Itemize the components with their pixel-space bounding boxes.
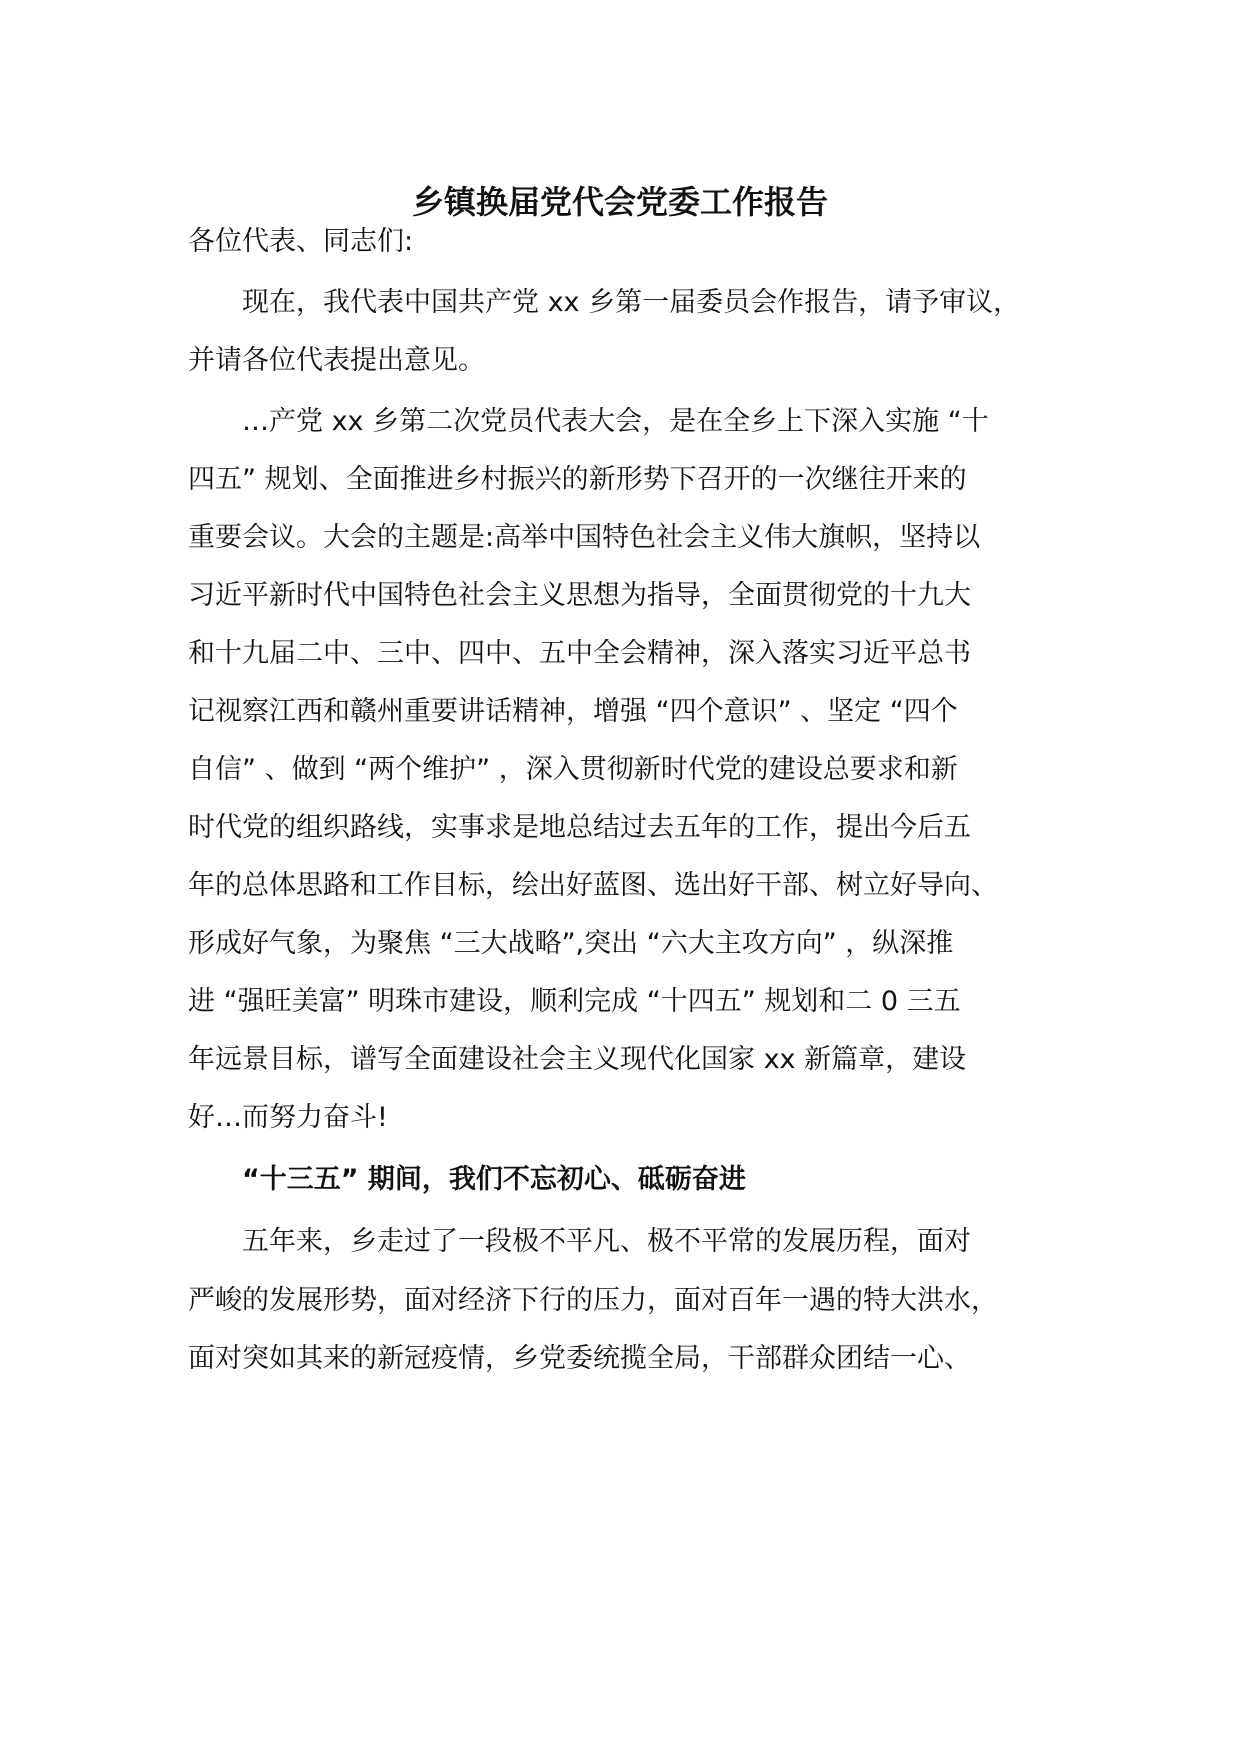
paragraph-line: 现在，我代表中国共产党 xx 乡第一届委员会作报告，请予审议， xyxy=(242,287,1021,318)
paragraph-line: 和十九届二中、三中、四中、五中全会精神，深入落实习近平总书 xyxy=(188,638,971,669)
paragraph-line: 重要会议。大会的主题是:高举中国特色社会主义伟大旗帜，坚持以 xyxy=(188,522,981,553)
paragraph-line: 四五” 规划、全面推进乡村振兴的新形势下召开的一次继往开来的 xyxy=(188,464,967,495)
document-title: 乡镇换届党代会党委工作报告 xyxy=(411,183,828,221)
paragraph-line: 并请各位代表提出意见。 xyxy=(188,345,485,376)
paragraph-line: 习近平新时代中国特色社会主义思想为指导，全面贯彻党的十九大 xyxy=(188,580,971,611)
paragraph-line: 记视察江西和赣州重要讲话精神，增强 “四个意识” 、坚定 “四个 xyxy=(188,696,958,727)
paragraph-line: 好…而努力奋斗! xyxy=(188,1102,388,1133)
salutation: 各位代表、同志们: xyxy=(188,226,414,257)
paragraph-line: 时代党的组织路线，实事求是地总结过去五年的工作，提出今后五 xyxy=(188,812,971,843)
paragraph-line: 严峻的发展形势，面对经济下行的压力，面对百年一遇的特大洪水， xyxy=(188,1285,998,1316)
paragraph-line: 五年来，乡走过了一段极不平凡、极不平常的发展历程，面对 xyxy=(242,1226,971,1257)
paragraph-line: 进 “强旺美富” 明珠市建设，顺利完成 “十四五” 规划和二 0 三五 xyxy=(188,986,961,1017)
paragraph-line: 形成好气象，为聚焦 “三大战略”,突出 “六大主攻方向” ，纵深推 xyxy=(188,928,954,959)
paragraph-line: 年远景目标，谱写全面建设社会主义现代化国家 xx 新篇章，建设 xyxy=(188,1044,967,1075)
paragraph-line: 面对突如其来的新冠疫情，乡党委统揽全局，干部群众团结一心、 xyxy=(188,1343,971,1374)
paragraph-line: 自信” 、做到 “两个维护” ，深入贯彻新时代党的建设总要求和新 xyxy=(188,754,958,785)
paragraph-line: 年的总体思路和工作目标，绘出好蓝图、选出好干部、树立好导向、 xyxy=(188,870,998,901)
section-heading: “十三五” 期间，我们不忘初心、砥砺奋进 xyxy=(242,1164,746,1195)
paragraph-line: …产党 xx 乡第二次党员代表大会，是在全乡上下深入实施 “十 xyxy=(242,406,989,437)
